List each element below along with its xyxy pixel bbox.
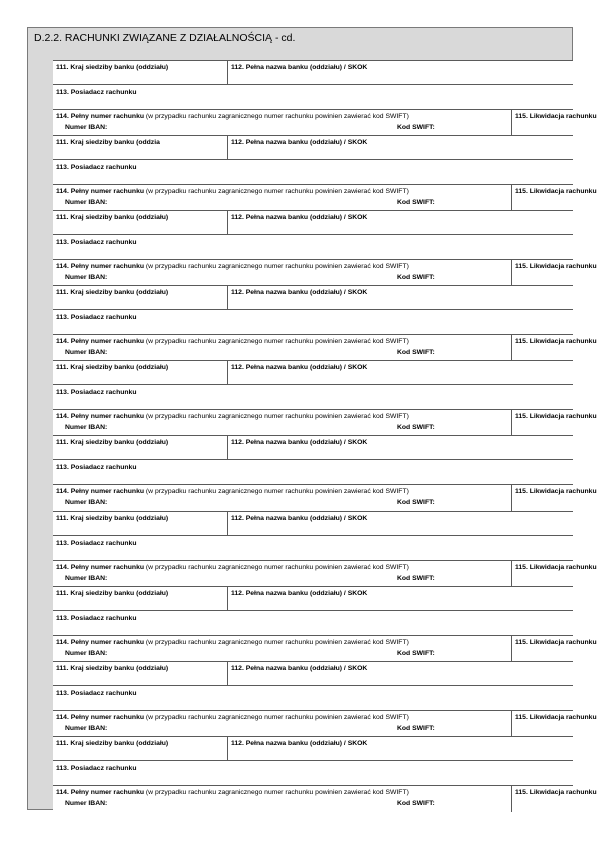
field-divider — [227, 662, 228, 686]
bank-row — [53, 737, 573, 761]
field-divider — [227, 211, 228, 235]
field-divider — [227, 61, 228, 85]
account-number-field[interactable] — [56, 789, 409, 796]
account-number-row — [53, 711, 597, 737]
account-block — [53, 511, 597, 586]
account-closure-field[interactable]: 115. Likwidacja rachunku — [515, 413, 597, 421]
account-number-note: (w przypadku rachunku zagranicznego numer rachunku powinien zawierać kod SWIFT) — [145, 788, 409, 796]
account-holder-field[interactable]: 113. Posiadacz rachunku — [56, 539, 137, 547]
account-number-label: 114. Pełny numer rachunku — [56, 488, 145, 496]
bank-name-field[interactable]: 112. Pełna nazwa banku (oddziału) / SKOK — [231, 514, 368, 522]
account-number-label: 114. Pełny numer rachunku — [56, 188, 145, 196]
account-holder-field[interactable]: 113. Posiadacz rachunku — [56, 239, 137, 247]
holder-row — [53, 611, 573, 636]
field-divider — [227, 436, 228, 460]
holder-row — [53, 310, 573, 335]
account-closure-field[interactable]: 115. Likwidacja rachunku — [515, 188, 597, 196]
field-divider — [511, 786, 512, 812]
account-number-note: (w przypadku rachunku zagranicznego numer rachunku powinien zawierać kod SWIFT) — [145, 338, 409, 346]
account-number-row — [53, 786, 597, 812]
bank-row — [53, 512, 573, 536]
account-blocks — [53, 60, 597, 811]
bank-row — [53, 361, 573, 385]
swift-field[interactable]: Kod SWIFT: — [397, 424, 435, 432]
account-closure-field[interactable]: 115. Likwidacja rachunku — [515, 263, 597, 271]
iban-field[interactable]: Numer IBAN: — [65, 574, 108, 582]
swift-field[interactable]: Kod SWIFT: — [397, 349, 435, 357]
field-divider — [227, 587, 228, 611]
bank-country-field[interactable]: 111. Kraj siedziby banku (oddzia — [56, 139, 160, 147]
account-number-note: (w przypadku rachunku zagranicznego numer rachunku powinien zawierać kod SWIFT) — [145, 188, 409, 196]
swift-field[interactable]: Kod SWIFT: — [397, 199, 435, 207]
bank-accounts-form — [27, 27, 597, 810]
holder-row — [53, 761, 573, 786]
account-holder-field[interactable]: 113. Posiadacz rachunku — [56, 689, 137, 697]
account-block — [53, 435, 597, 510]
bank-country-field[interactable]: 111. Kraj siedziby banku (oddziału) — [56, 364, 169, 372]
account-number-field[interactable] — [56, 113, 409, 120]
field-divider — [227, 737, 228, 761]
bank-row — [53, 286, 573, 310]
account-closure-field[interactable]: 115. Likwidacja rachunku — [515, 338, 597, 346]
field-divider — [511, 185, 512, 211]
account-number-label: 114. Pełny numer rachunku — [56, 563, 145, 571]
account-number-note: (w przypadku rachunku zagranicznego numer rachunku powinien zawierać kod SWIFT) — [145, 713, 409, 721]
account-number-label: 114. Pełny numer rachunku — [56, 413, 145, 421]
account-holder-field[interactable]: 113. Posiadacz rachunku — [56, 764, 137, 772]
bank-country-field[interactable]: 111. Kraj siedziby banku (oddziału) — [56, 439, 169, 447]
account-number-note: (w przypadku rachunku zagranicznego numer rachunku powinien zawierać kod SWIFT) — [145, 113, 409, 120]
bank-name-field[interactable]: 112. Pełna nazwa banku (oddziału) / SKOK — [231, 289, 368, 297]
account-closure-field[interactable]: 115. Likwidacja rachunku — [515, 113, 597, 120]
bank-name-field[interactable]: 112. Pełna nazwa banku (oddziału) / SKOK — [231, 364, 368, 372]
field-divider — [511, 485, 512, 511]
account-number-row — [53, 410, 597, 436]
swift-field[interactable]: Kod SWIFT: — [397, 799, 435, 807]
account-number-label: 114. Pełny numer rachunku — [56, 638, 145, 646]
swift-field[interactable]: Kod SWIFT: — [397, 574, 435, 582]
holder-row — [53, 385, 573, 410]
account-number-note: (w przypadku rachunku zagranicznego numer rachunku powinien zawierać kod SWIFT) — [145, 638, 409, 646]
account-number-row — [53, 185, 597, 211]
bank-name-field[interactable]: 112. Pełna nazwa banku (oddziału) / SKOK — [231, 589, 368, 597]
account-number-field[interactable] — [56, 639, 409, 646]
account-number-field[interactable] — [56, 263, 409, 270]
section-title: D.2.2. RACHUNKI ZWIĄZANE Z DZIAŁALNOŚCIĄ - cd. — [34, 32, 296, 44]
bank-name-field[interactable]: 112. Pełna nazwa banku (oddziału) / SKOK — [231, 139, 368, 147]
field-divider — [227, 512, 228, 536]
account-holder-field[interactable]: 113. Posiadacz rachunku — [56, 164, 137, 172]
field-divider — [511, 110, 512, 136]
account-number-field[interactable] — [56, 714, 409, 721]
account-number-row — [53, 110, 597, 136]
iban-field[interactable]: Numer IBAN: — [65, 799, 108, 807]
holder-row — [53, 536, 573, 561]
field-divider — [227, 361, 228, 385]
iban-field[interactable]: Numer IBAN: — [65, 124, 108, 131]
account-holder-field[interactable]: 113. Posiadacz rachunku — [56, 389, 137, 397]
field-divider — [511, 561, 512, 587]
account-number-note: (w przypadku rachunku zagranicznego numer rachunku powinien zawierać kod SWIFT) — [145, 413, 409, 421]
bank-country-field[interactable]: 111. Kraj siedziby banku (oddziału) — [56, 64, 169, 71]
iban-field[interactable]: Numer IBAN: — [65, 349, 108, 357]
iban-field[interactable]: Numer IBAN: — [65, 649, 108, 657]
account-number-note: (w przypadku rachunku zagranicznego numer rachunku powinien zawierać kod SWIFT) — [145, 263, 409, 271]
bank-country-field[interactable]: 111. Kraj siedziby banku (oddziału) — [56, 589, 169, 597]
account-number-field[interactable] — [56, 413, 409, 420]
account-number-row — [53, 561, 597, 587]
bank-row — [53, 662, 573, 686]
account-number-field[interactable] — [56, 488, 409, 495]
account-closure-field[interactable]: 115. Likwidacja rachunku — [515, 638, 597, 646]
swift-field[interactable]: Kod SWIFT: — [397, 274, 435, 282]
field-divider — [227, 136, 228, 160]
iban-field[interactable]: Numer IBAN: — [65, 424, 108, 432]
account-number-row — [53, 335, 597, 361]
account-block — [53, 60, 597, 135]
account-number-row — [53, 485, 597, 511]
bank-row — [53, 211, 573, 235]
bank-row — [53, 436, 573, 460]
swift-field[interactable]: Kod SWIFT: — [397, 724, 435, 732]
account-block — [53, 586, 597, 661]
account-block — [53, 135, 597, 210]
field-divider — [511, 335, 512, 361]
account-number-note: (w przypadku rachunku zagranicznego numer rachunku powinien zawierać kod SWIFT) — [145, 563, 409, 571]
bank-country-field[interactable]: 111. Kraj siedziby banku (oddziału) — [56, 514, 169, 522]
iban-field[interactable]: Numer IBAN: — [65, 274, 108, 282]
field-divider — [511, 711, 512, 737]
account-closure-field[interactable]: 115. Likwidacja rachunku — [515, 713, 597, 721]
bank-name-field[interactable]: 112. Pełna nazwa banku (oddziału) / SKOK — [231, 439, 368, 447]
account-number-note: (w przypadku rachunku zagranicznego numer rachunku powinien zawierać kod SWIFT) — [145, 488, 409, 496]
account-holder-field[interactable]: 113. Posiadacz rachunku — [56, 614, 137, 622]
swift-field[interactable]: Kod SWIFT: — [397, 124, 435, 131]
account-block — [53, 661, 597, 736]
holder-row — [53, 235, 573, 260]
bank-row — [53, 61, 573, 85]
account-number-label: 114. Pełny numer rachunku — [56, 113, 145, 120]
account-number-field[interactable] — [56, 564, 409, 571]
iban-field[interactable]: Numer IBAN: — [65, 724, 108, 732]
account-holder-field[interactable]: 113. Posiadacz rachunku — [56, 89, 137, 96]
account-closure-field[interactable]: 115. Likwidacja rachunku — [515, 563, 597, 571]
account-number-label: 114. Pełny numer rachunku — [56, 788, 145, 796]
bank-row — [53, 136, 573, 160]
account-number-field[interactable] — [56, 338, 409, 345]
bank-country-field[interactable]: 111. Kraj siedziby banku (oddziału) — [56, 289, 169, 297]
account-number-row — [53, 260, 597, 286]
account-holder-field[interactable]: 113. Posiadacz rachunku — [56, 464, 137, 472]
account-number-row — [53, 636, 597, 662]
bank-name-field[interactable]: 112. Pełna nazwa banku (oddziału) / SKOK — [231, 664, 368, 672]
holder-row — [53, 686, 573, 711]
swift-field[interactable]: Kod SWIFT: — [397, 499, 435, 507]
bank-name-field[interactable]: 112. Pełna nazwa banku (oddziału) / SKOK — [231, 64, 368, 71]
holder-row — [53, 160, 573, 185]
field-divider — [511, 636, 512, 662]
account-block — [53, 736, 597, 811]
bank-name-field[interactable]: 112. Pełna nazwa banku (oddziału) / SKOK — [231, 739, 368, 747]
bank-country-field[interactable]: 111. Kraj siedziby banku (oddziału) — [56, 664, 169, 672]
bank-country-field[interactable]: 111. Kraj siedziby banku (oddziału) — [56, 739, 169, 747]
account-closure-field[interactable]: 115. Likwidacja rachunku — [515, 488, 597, 496]
account-number-label: 114. Pełny numer rachunku — [56, 263, 145, 271]
swift-field[interactable]: Kod SWIFT: — [397, 649, 435, 657]
holder-row — [53, 460, 573, 485]
account-block — [53, 210, 597, 285]
account-number-label: 114. Pełny numer rachunku — [56, 713, 145, 721]
account-number-label: 114. Pełny numer rachunku — [56, 338, 145, 346]
account-closure-field[interactable]: 115. Likwidacja rachunku — [515, 788, 597, 796]
account-block — [53, 285, 597, 360]
field-divider — [511, 410, 512, 436]
iban-field[interactable]: Numer IBAN: — [65, 499, 108, 507]
field-divider — [227, 286, 228, 310]
account-block — [53, 360, 597, 435]
field-divider — [511, 260, 512, 286]
iban-field[interactable]: Numer IBAN: — [65, 199, 108, 207]
account-number-field[interactable] — [56, 188, 409, 195]
holder-row — [53, 85, 573, 110]
account-holder-field[interactable]: 113. Posiadacz rachunku — [56, 314, 137, 322]
bank-row — [53, 587, 573, 611]
bank-name-field[interactable]: 112. Pełna nazwa banku (oddziału) / SKOK — [231, 214, 368, 222]
bank-country-field[interactable]: 111. Kraj siedziby banku (oddziału) — [56, 214, 169, 222]
